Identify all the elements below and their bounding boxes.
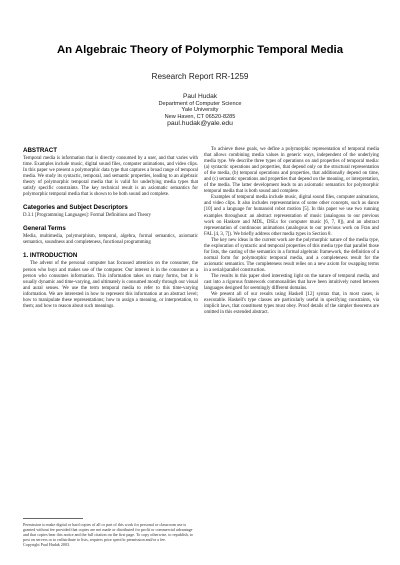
introduction-heading: 1. INTRODUCTION (23, 252, 78, 260)
author-department: Department of Computer Science (158, 101, 242, 107)
body-paragraph-1: To achieve these goals, we define a polymorphic representation of temporal media that allows combining media values in generic ways, independent of the underlying media type. We describe three types of operations on and properties of temporal media: (a) syntactic operations and properties, that depend only on the structural representation of the media, (b) temporal operations and properties, that additionally depend on time, and (c) semantic operations and properties that depend on the meaning, or interpretation, of the media. The latter development leads to an axiomatic semantics for polymorphic temporal media that is both sound and complete. (204, 147, 379, 195)
footnote-divider (23, 518, 83, 519)
categories-heading: Categories and Subject Descriptors (23, 204, 128, 212)
categories-text: D.3.1 [Programming Languages]: Formal Definitions and Theory (23, 213, 152, 219)
paper-title: An Algebraic Theory of Polymorphic Temporal Media (56, 44, 344, 56)
body-paragraph-3: The key new ideas in the current work are the polymorphic nature of the media type, the exploration of syntactic and temporal properties of this media type that parallel those for lists, the casting of the semantics in a formal algebraic framework, the definition of a normal form for polymorphic temporal media, and a completeness result for the axiomatic semantics. The completeness result relies on a new axiom for swapping terms in a serial/parallel construction. (204, 237, 379, 273)
abstract-text: Temporal media is information that is directly consumed by a user, and that varies with time. Examples include music, digital sound files, computer animations, and video clips. In this paper we present a polymorphic data type that captures a broad range of temporal media. We study its syntactic, temporal, and semantic properties, leading to an algebraic theory of polymorphic temporal media that is valid for underlying media types that satisfy specific constraints. The key technical result is an axiomatic semantics for polymorphic temporal media that is shown to be both sound and complete. (23, 156, 198, 198)
author-name: Paul Hudak (182, 93, 218, 100)
body-paragraph-2: Examples of temporal media include music, digital sound files, computer animations, and video clips. It also includes representations of some other concepts, such as dance [10] and a language for humanoid robot motion [5]. In this paper we use two running examples throughout: an abstract representation of music (analogous to our previous work on Haskore and MDL, DSLs for computer music [6, 7, 8]), and an abstract representation of continuous animations (analogous to our previous work on Fran and FAL [4, 3, 7]). We briefly address other media types in Section 8. (204, 195, 379, 237)
copyright-footnote: Permission to make digital or hard copies of all or part of this work for personal or classroom use is granted without fee provided that copies are not made or distributed for profit or commercial advantage and that copies bear this notice and the full citation on the first page. To copy otherwise, to republish, to post on servers or to redistribute to lists, requires prior specific permission and/or a fee. Copyright Paul Hudak 2003. (23, 522, 193, 547)
right-column (204, 147, 379, 316)
general-terms-text: Media, multimedia, polymorphism, temporal, algebra, formal semantics, axiomatic semantics, soundness and completeness, functional programming (23, 234, 198, 246)
body-paragraph-4: The results in this paper shed interesting light on the nature of temporal media, and cast into a rigorous framework commonalities that have been intuitively noted between languages designed for seemingly different domains. (204, 273, 379, 292)
abstract-heading: ABSTRACT (23, 147, 58, 154)
author-university: Yale University (181, 107, 219, 114)
report-number: Research Report RR-1259 (151, 72, 249, 81)
author-email: paul.hudak@yale.edu (167, 120, 233, 128)
body-paragraph-5: We present all of our results using Haskell [12] syntax that, in most cases, is executable. Haskell's type classes are particularly useful in specifying constraints, via implicit laws, that constituent types must obey. Proof details of the simpler theorems are omitted in this extended abstract. (204, 292, 379, 316)
author-block (0, 93, 400, 129)
author-city: New Haven, CT 06520-8285 (164, 113, 236, 120)
general-terms-heading: General Terms (23, 225, 66, 233)
introduction-text: The advent of the personal computer has focussed attention on the consumer, the person who buys and makes use of the computer. Our interest is in the consumer as a person who consumes information. This information takes on many forms, but it is usually dynamic and time-varying, and ultimately is consumed mostly through our visual and aural senses. We use the term temporal media to refer to this time-varying information. We are interested in how to represent this information at an abstract level; how to manipulate these representations; how to assign a meaning, or interpretation, to them; and how to reason about such meanings. (23, 261, 198, 309)
left-column (23, 147, 198, 310)
